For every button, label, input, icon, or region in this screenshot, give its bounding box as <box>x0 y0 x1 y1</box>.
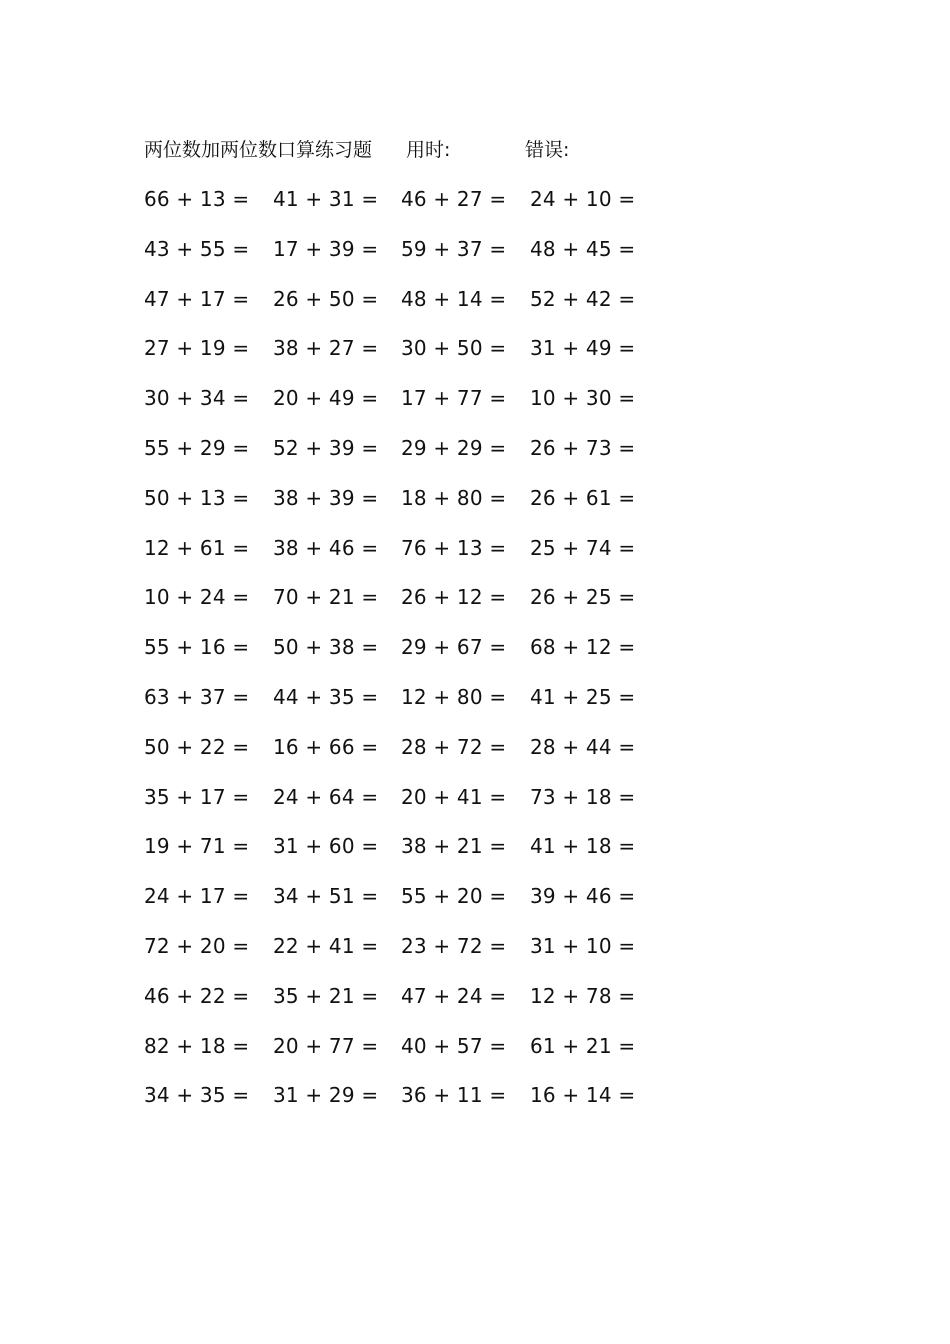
addition-problem: 70 + 21 = <box>273 585 379 610</box>
addition-problem: 19 + 71 = <box>144 834 250 859</box>
addition-problem: 48 + 45 = <box>530 236 636 261</box>
addition-problem: 10 + 30 = <box>530 386 636 411</box>
addition-problem: 26 + 50 = <box>273 286 379 311</box>
errors-label: 错误: <box>525 139 570 161</box>
problem-row <box>144 583 664 633</box>
addition-problem: 16 + 66 = <box>273 734 379 759</box>
addition-problem: 25 + 74 = <box>530 535 636 560</box>
problem-row <box>144 982 664 1032</box>
addition-problem: 46 + 27 = <box>401 187 507 211</box>
addition-problem: 12 + 78 = <box>530 983 636 1008</box>
addition-problem: 26 + 12 = <box>401 585 507 610</box>
addition-problem: 26 + 73 = <box>530 435 636 460</box>
addition-problem: 29 + 67 = <box>401 635 507 660</box>
addition-problem: 24 + 17 = <box>144 884 250 909</box>
problem-row <box>144 285 664 335</box>
addition-problem: 10 + 24 = <box>144 585 250 610</box>
addition-problem: 28 + 72 = <box>401 734 507 759</box>
problem-row <box>144 683 664 733</box>
addition-problem: 76 + 13 = <box>401 535 507 560</box>
addition-problem: 40 + 57 = <box>401 1033 507 1058</box>
problem-row <box>144 882 664 932</box>
addition-problem: 31 + 29 = <box>273 1083 379 1108</box>
addition-problem: 22 + 41 = <box>273 933 379 958</box>
addition-problem: 20 + 77 = <box>273 1033 379 1058</box>
addition-problem: 55 + 20 = <box>401 884 507 909</box>
addition-problem: 52 + 42 = <box>530 286 636 311</box>
addition-problem: 16 + 14 = <box>530 1083 636 1108</box>
problem-row <box>144 633 664 683</box>
problem-row <box>144 783 664 833</box>
addition-problem: 31 + 49 = <box>530 336 636 361</box>
problem-row <box>144 334 664 384</box>
addition-problem: 24 + 10 = <box>530 187 636 211</box>
addition-problem: 41 + 31 = <box>273 187 379 211</box>
addition-problem: 50 + 13 = <box>144 485 250 510</box>
addition-problem: 20 + 41 = <box>401 784 507 809</box>
addition-problem: 50 + 22 = <box>144 734 250 759</box>
addition-problem: 35 + 21 = <box>273 983 379 1008</box>
problem-row <box>144 185 664 235</box>
addition-problem: 24 + 64 = <box>273 784 379 809</box>
addition-problem: 59 + 37 = <box>401 236 507 261</box>
worksheet-title: 两位数加两位数口算练习题 <box>144 139 373 161</box>
addition-problem: 26 + 25 = <box>530 585 636 610</box>
problem-row <box>144 1032 664 1082</box>
addition-problem: 41 + 25 = <box>530 684 636 709</box>
addition-problem: 34 + 35 = <box>144 1083 250 1108</box>
addition-problem: 27 + 19 = <box>144 336 250 361</box>
addition-problem: 30 + 50 = <box>401 336 507 361</box>
addition-problem: 48 + 14 = <box>401 286 507 311</box>
addition-problem: 12 + 61 = <box>144 535 250 560</box>
addition-problem: 55 + 29 = <box>144 435 250 460</box>
addition-problem: 12 + 80 = <box>401 684 507 709</box>
addition-problem: 20 + 49 = <box>273 386 379 411</box>
addition-problem: 30 + 34 = <box>144 386 250 411</box>
problem-row <box>144 832 664 882</box>
problem-row <box>144 384 664 434</box>
problem-row <box>144 932 664 982</box>
addition-problem: 29 + 29 = <box>401 435 507 460</box>
addition-problem: 38 + 46 = <box>273 535 379 560</box>
addition-problem: 68 + 12 = <box>530 635 636 660</box>
addition-problem: 18 + 80 = <box>401 485 507 510</box>
addition-problem: 35 + 17 = <box>144 784 250 809</box>
addition-problem: 55 + 16 = <box>144 635 250 660</box>
addition-problem: 23 + 72 = <box>401 933 507 958</box>
addition-problem: 44 + 35 = <box>273 684 379 709</box>
addition-problem: 52 + 39 = <box>273 435 379 460</box>
addition-problem: 34 + 51 = <box>273 884 379 909</box>
addition-problem: 82 + 18 = <box>144 1033 250 1058</box>
time-used-label: 用时: <box>406 139 451 161</box>
addition-problem: 43 + 55 = <box>144 236 250 261</box>
addition-problem: 38 + 27 = <box>273 336 379 361</box>
problem-grid <box>144 185 664 1131</box>
addition-problem: 26 + 61 = <box>530 485 636 510</box>
addition-problem: 73 + 18 = <box>530 784 636 809</box>
addition-problem: 38 + 39 = <box>273 485 379 510</box>
addition-problem: 36 + 11 = <box>401 1083 507 1108</box>
problem-row <box>144 534 664 584</box>
addition-problem: 31 + 10 = <box>530 933 636 958</box>
problem-row <box>144 434 664 484</box>
addition-problem: 39 + 46 = <box>530 884 636 909</box>
addition-problem: 17 + 39 = <box>273 236 379 261</box>
addition-problem: 63 + 37 = <box>144 684 250 709</box>
addition-problem: 28 + 44 = <box>530 734 636 759</box>
addition-problem: 38 + 21 = <box>401 834 507 859</box>
addition-problem: 31 + 60 = <box>273 834 379 859</box>
addition-problem: 50 + 38 = <box>273 635 379 660</box>
addition-problem: 66 + 13 = <box>144 187 250 211</box>
addition-problem: 47 + 24 = <box>401 983 507 1008</box>
addition-problem: 47 + 17 = <box>144 286 250 311</box>
problem-row <box>144 1081 664 1131</box>
addition-problem: 46 + 22 = <box>144 983 250 1008</box>
addition-problem: 61 + 21 = <box>530 1033 636 1058</box>
problem-row <box>144 484 664 534</box>
problem-row <box>144 733 664 783</box>
addition-problem: 17 + 77 = <box>401 386 507 411</box>
addition-problem: 72 + 20 = <box>144 933 250 958</box>
worksheet-header <box>144 136 664 164</box>
addition-problem: 41 + 18 = <box>530 834 636 859</box>
problem-row <box>144 235 664 285</box>
